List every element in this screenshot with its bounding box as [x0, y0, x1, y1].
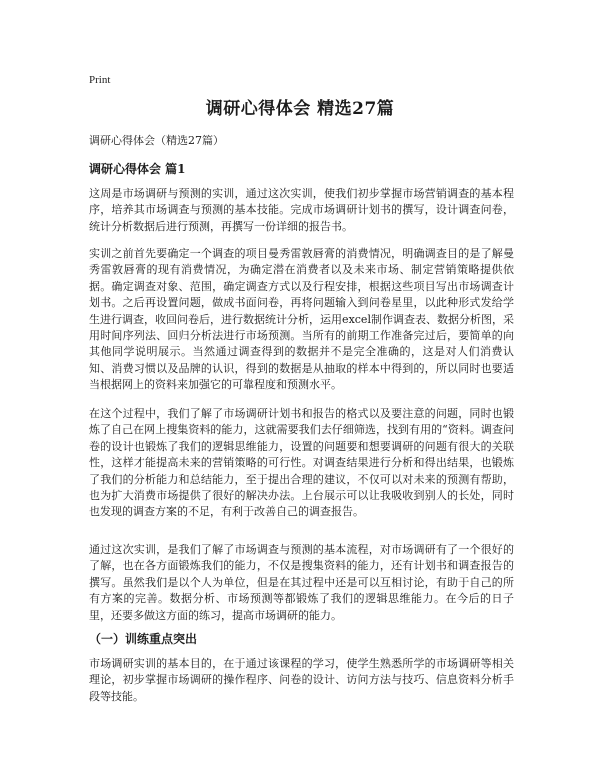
section-heading: 调研心得体会 篇1: [89, 162, 186, 176]
paragraph: 这周是市场调研与预测的实训，通过这次实训，使我们初步掌握市场营销调查的基本程序，培养其市场调查与预测的基本技能。完成市场调研计划书的撰写，设计调查问卷，统计分析数据后进行预测，再撰写一份详细的报告书。: [89, 187, 514, 233]
paragraph: 在这个过程中，我们了解了市场调研计划书和报告的格式以及要注意的问题，同时也锻炼了自己在网上搜集资料的能力，这就需要我们去仔细筛选，找到有用的“资料。调查问卷的设计也锻炼了我们的逻辑思维能力，设置的问题要和想要调研的问题有很大的关联性，这样才能提高未来的营销策略的可行性。对调查结果进行分析和得出结果，也锻炼了我们的分析能力和总结能力，至于提出合理的建议，不仅可以对未来的预测有帮助，也为扩大消费市场提供了很好的解决办法。上台展示可以让我吸收到别人的长处，同时也发现的调查方案的不足，有利于改善自己的调查报告。: [89, 407, 514, 519]
print-link[interactable]: Print: [89, 74, 111, 86]
page-title: 调研心得体会 精选27篇: [205, 99, 395, 119]
paragraph: 市场调研实训的基本目的，在于通过该课程的学习，使学生熟悉所学的市场调研等相关理论，初步掌握市场调研的操作程序、问卷的设计、访问方法与技巧、信息资料分析手段等技能。: [89, 657, 514, 703]
paragraph: 通过这次实训，是我们了解了市场调查与预测的基本流程，对市场调研有了一个很好的了解，也在各方面锻炼我们的能力，不仅是搜集资料的能力，还有计划书和调查报告的撰写。虽然我们是以个人为单位，但是在其过程中还是可以互相讨论，有助于自己的所有方案的完善。数据分析、市场预测等都锻炼了我们的逻辑思维能力。在今后的日子里，还要多做这方面的练习，提高市场调研的能力。: [89, 543, 514, 622]
sub-heading: （一）训练重点突出: [89, 632, 198, 646]
paragraph: 实训之前首先要确定一个调查的项目曼秀雷敦唇膏的消费情况，明确调查目的是了解曼秀雷敦唇膏的现有消费情况，为确定潜在消费者以及未来市场、制定营销策略提供依据。确定调查对象、范围，确定调查方式以及行程安排，根据这些项目写出市场调查计划书。之后再设置问题，做成书面问卷，再将问题输入到问卷星里，以此种形式发给学生进行调查，收回问卷后，进行数据统计分析，运用excel制作调查表、数据分析图，采用时间序列法、回归分析法进行市场预测。当所有的前期工作准备完过后，要简单的向其他同学说明展示。当然通过调查得到的数据并不是完全准确的，这是对人们消费认知、消费习惯以及品牌的认识，得到的数据是从抽取的样本中得到的，所以同时也要适当根据网上的资料来加强它的可靠程度和预测水平。: [89, 247, 514, 392]
document-subtitle: 调研心得体会（精选27篇）: [89, 134, 224, 147]
